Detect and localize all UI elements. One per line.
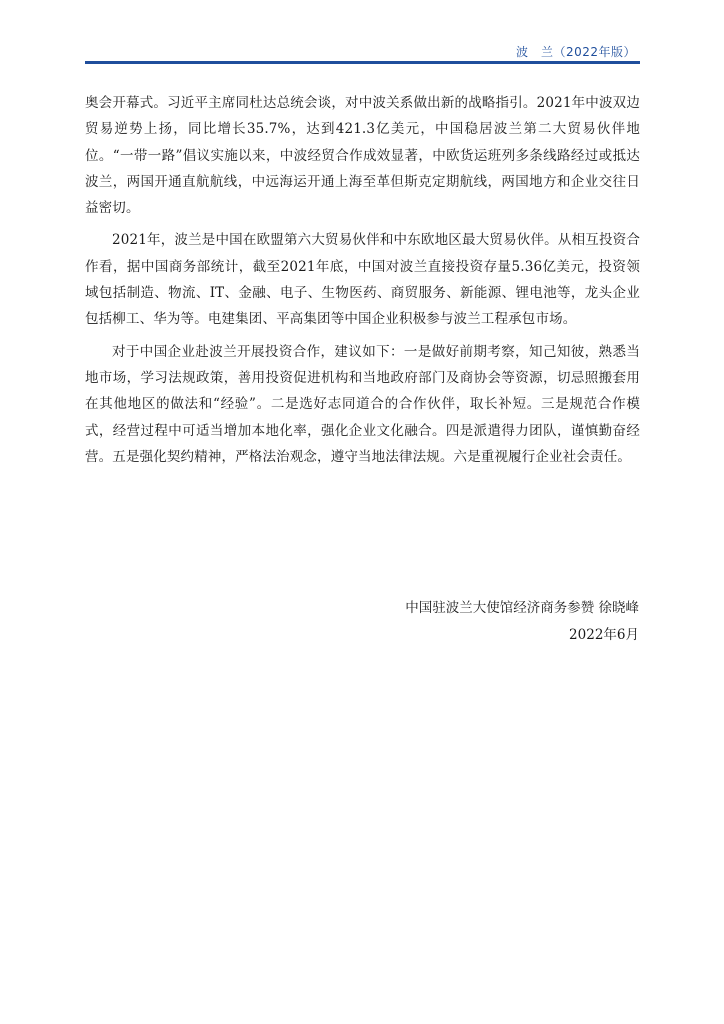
signature-date: 2022年6月 (569, 627, 639, 643)
paragraph-trade-investment: 2021年，波兰是中国在欧盟第六大贸易伙伴和中东欧地区最大贸易伙伴。从相互投资合作看，据中国商务部统计，截至2021年底，中国对波兰直接投资存量5.36亿美元，投资领域包括制造、物流、IT、金融、电子、生物医药、商贸服务、新能源、锂电池等，龙头企业包括柳工、华为等。电建集团、平高集团等中国企业积极参与波兰工程承包市场。 (85, 232, 640, 328)
paragraph-recommendations: 对于中国企业赴波兰开展投资合作，建议如下：一是做好前期考察，知己知彼，熟悉当地市场，学习法规政策，善用投资促进机构和当地政府部门及商协会等资源，切忌照搬套用在其他地区的做法和“经验”。二是选好志同道合的合作伙伴，取长补短。三是规范合作模式，经营过程中可适当增加本地化率，强化企业文化融合。四是派遣得力团队，谨慎勤奋经营。五是强化契约精神，严格法治观念，遵守当地法律法规。六是重视履行企业社会责任。 (85, 343, 640, 465)
header-divider (85, 61, 640, 64)
signature-author: 中国驻波兰大使馆经济商务参赞 徐晓峰 (405, 600, 639, 616)
body-text (85, 90, 640, 470)
signature-block (405, 595, 639, 649)
running-header-title: 波 兰（2022年版） (515, 45, 636, 59)
paragraph-continuation: 奥会开幕式。习近平主席同杜达总统会谈，对中波关系做出新的战略指引。2021年中波双边贸易逆势上扬，同比增长35.7%，达到421.3亿美元，中国稳居波兰第二大贸易伙伴地位。“一带一路”倡议实施以来，中波经贸合作成效显著，中欧货运班列多条线路经过或抵达波兰，两国开通直航航线，中远海运开通上海至革但斯克定期航线，两国地方和企业交往日益密切。 (85, 95, 640, 217)
